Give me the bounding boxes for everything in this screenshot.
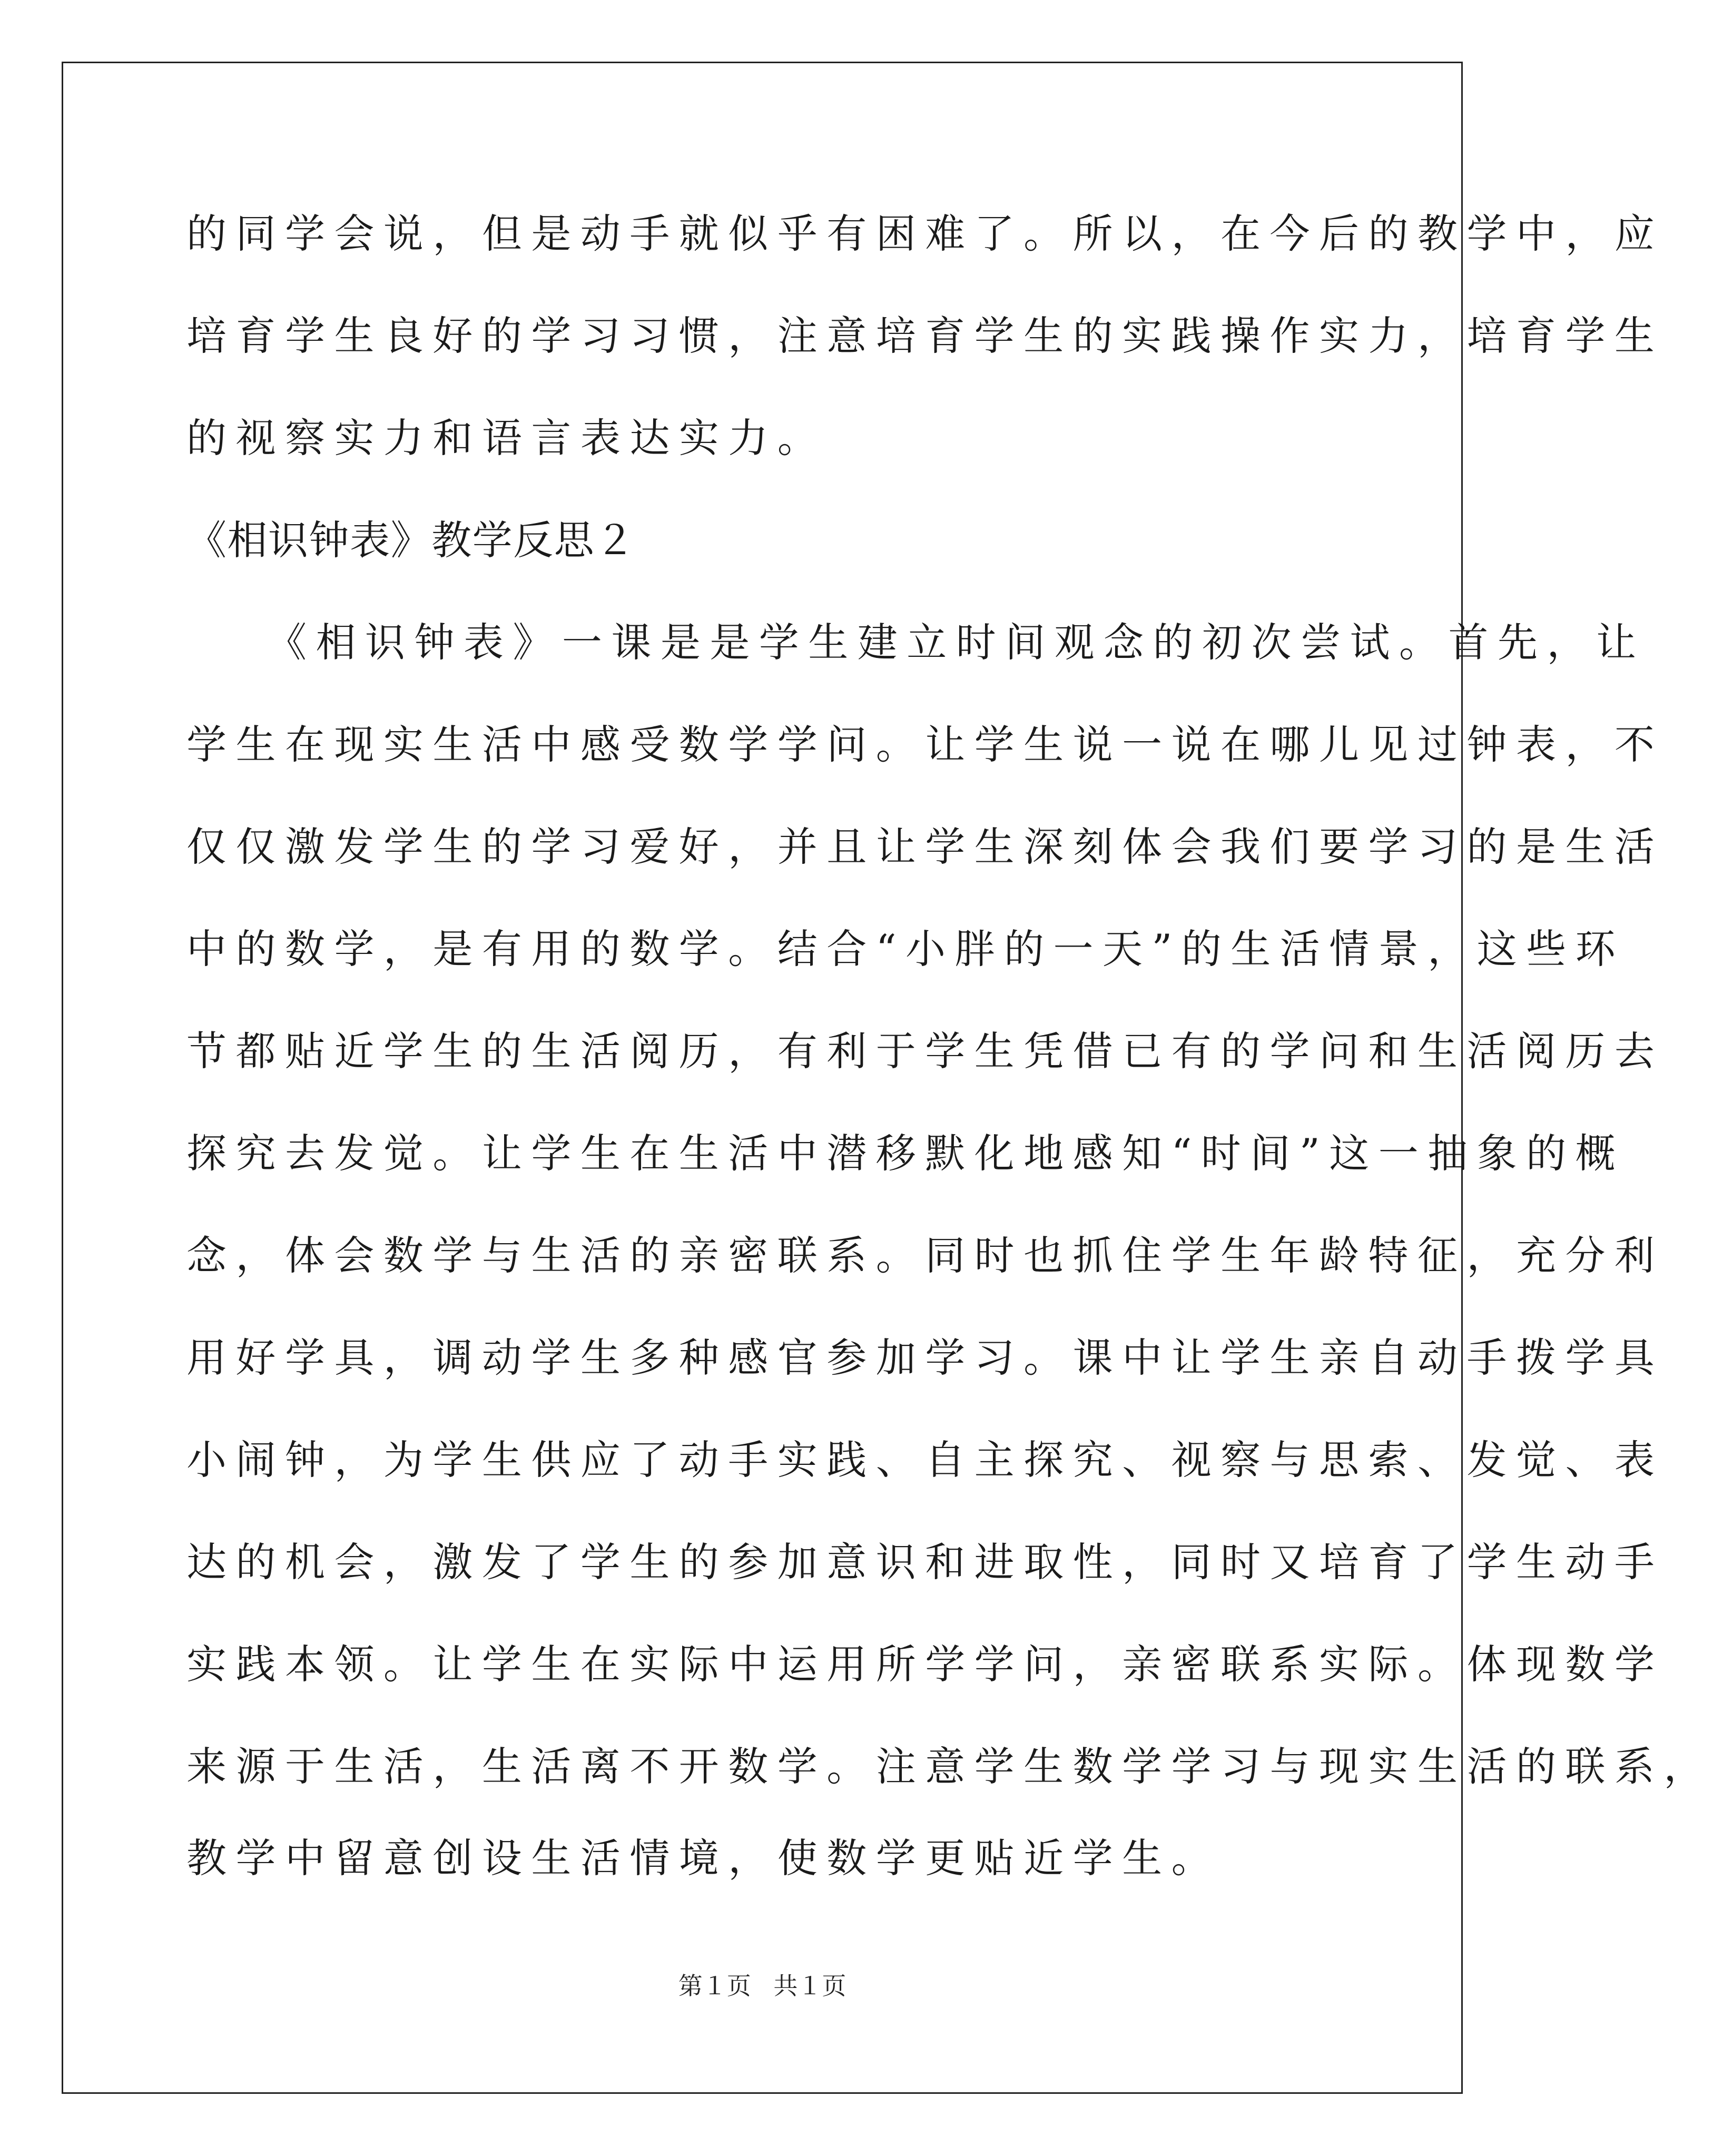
page-total: 共１页	[773, 1972, 846, 2000]
section-heading: 《相识钟表》教学反思２	[186, 517, 636, 564]
body-line-17: 教学中留意创设生活情境，使数学更贴近学生。	[186, 1835, 1221, 1882]
body-line-10: 探究去发觉。让学生在生活中潜移默化地感知“时间”这一抽象的概	[186, 1130, 1625, 1177]
body-line-16: 来源于生活，生活离不开数学。注意学生数学学习与现实生活的联系，	[186, 1743, 1713, 1790]
body-line-5: 《相识钟表》一课是是学生建立时间观念的初次尝试。首先，让	[267, 619, 1646, 666]
body-line-3: 的视察实力和语言表达实力。	[186, 415, 827, 461]
body-line-11: 念，体会数学与生活的亲密联系。同时也抓住学生年龄特征，充分利	[186, 1232, 1664, 1279]
body-line-14: 达的机会，激发了学生的参加意识和进取性，同时又培育了学生动手	[186, 1539, 1664, 1586]
body-line-6: 学生在现实生活中感受数学学问。让学生说一说在哪儿见过钟表，不	[186, 721, 1664, 768]
body-line-13: 小闹钟，为学生供应了动手实践、自主探究、视察与思索、发觉、表	[186, 1436, 1664, 1483]
page-footer	[0, 1970, 1524, 2002]
body-line-15: 实践本领。让学生在实际中运用所学学问，亲密联系实际。体现数学	[186, 1641, 1664, 1688]
body-line-12: 用好学具，调动学生多种感官参加学习。课中让学生亲自动手拨学具	[186, 1334, 1664, 1381]
body-line-8: 中的数学，是有用的数学。结合“小胖的一天”的生活情景，这些环	[186, 926, 1625, 972]
body-line-2: 培育学生良好的学习习惯，注意培育学生的实践操作实力，培育学生	[186, 312, 1664, 359]
body-line-9: 节都贴近学生的生活阅历，有利于学生凭借已有的学问和生活阅历去	[186, 1028, 1664, 1075]
body-line-7: 仅仅激发学生的学习爱好，并且让学生深刻体会我们要学习的是生活	[186, 823, 1664, 870]
page-number: 第１页	[678, 1972, 751, 2000]
body-line-1: 的同学会说，但是动手就似乎有困难了。所以，在今后的教学中，应	[186, 210, 1664, 257]
